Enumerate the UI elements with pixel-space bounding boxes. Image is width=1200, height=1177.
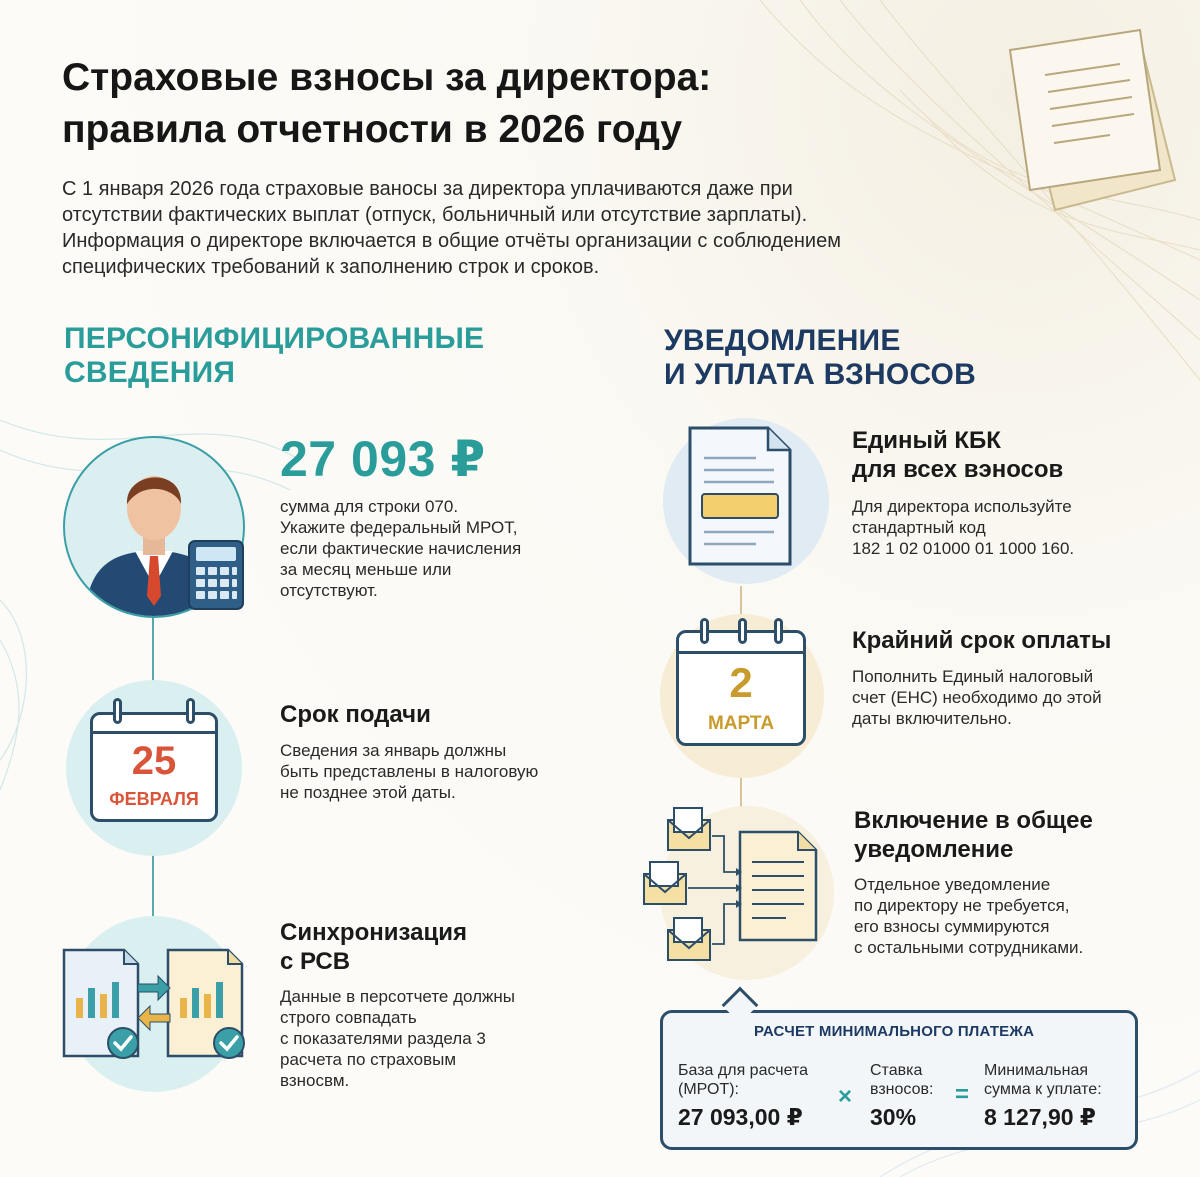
title-line-1: Страховые взносы за директора: — [62, 56, 712, 99]
calc-heading: РАСЧЕТ МИНИМАЛЬНОГО ПЛАТЕЖА — [754, 1023, 1035, 1040]
calc-rate-label — [870, 1061, 933, 1099]
calculator-icon — [188, 540, 244, 610]
kbk-desc-line: Для директора используйте — [852, 497, 1072, 516]
calendar-icon — [676, 630, 806, 746]
section-title-notice-payment — [664, 324, 1084, 392]
sync-title — [280, 918, 467, 976]
calc-base-label-line: (МРОТ): — [678, 1081, 739, 1098]
payment-day: 2 — [729, 659, 753, 706]
calc-rate-value: 30% — [870, 1104, 917, 1130]
equals-sign: = — [955, 1081, 970, 1108]
calc-result-label-line: Минимальная — [984, 1062, 1089, 1079]
kbk-desc-line: стандартный код — [852, 518, 986, 537]
calc-rate-label-line: взносов: — [870, 1081, 934, 1098]
kbk-title-line: для всех вэносов — [852, 456, 1064, 483]
document-icon — [686, 424, 796, 568]
payment-description — [852, 666, 1172, 729]
calendar-ring-icon — [113, 698, 122, 724]
kbk-title — [852, 426, 1063, 484]
calendar-ring-icon — [186, 698, 195, 724]
notice-desc-line: по директору не требуется, — [854, 896, 1070, 915]
notice-title — [854, 806, 1093, 864]
kbk-desc-line: 182 1 02 01000 01 1000 160. — [852, 539, 1075, 558]
intro-line-4: специфических требований к заполнению строк и сроков. — [62, 256, 600, 278]
calendar-header-bar — [93, 731, 215, 734]
check-icon — [106, 1026, 140, 1060]
calc-base-value: 27 093,00 ₽ — [678, 1104, 803, 1130]
payment-desc-line: Пополнить Единый налоговый — [852, 667, 1094, 686]
calendar-ring-icon — [738, 618, 747, 644]
notice-title-line: Включение в общее — [854, 807, 1093, 834]
section-right-line-2: И УПЛАТА ВЗНОСОВ — [664, 358, 976, 391]
amount-desc-line: отсутствуют. — [280, 581, 378, 600]
sync-desc-line: расчета по страховым — [280, 1050, 457, 1069]
calc-rate-label-line: Ставка — [870, 1062, 923, 1079]
amount-desc-line: сумма для строки 070. — [280, 497, 459, 516]
section-left-line-2: СВЕДЕНИЯ — [64, 356, 236, 389]
calc-base-label — [678, 1061, 808, 1099]
payment-title: Крайний срок оплаты — [852, 627, 1112, 654]
kbk-description — [852, 496, 1152, 559]
payment-desc-line: счет (ЕНС) необходимо до этой — [852, 688, 1102, 707]
multiply-sign: × — [838, 1083, 853, 1110]
calendar-icon — [90, 712, 218, 822]
kbk-title-line: Единый КБК — [852, 427, 1001, 454]
notice-desc-line: с остальными сотрудниками. — [854, 938, 1084, 957]
deadline-desc-line: Сведения за январь должны — [280, 741, 507, 760]
deadline-month: ФЕВРАЛЯ — [109, 789, 199, 809]
sync-title-line: Синхронизация — [280, 919, 467, 946]
amount-desc-line: за месяц меньше или — [280, 560, 452, 579]
payment-desc-line: даты включительно. — [852, 709, 1012, 728]
left-connector-1 — [152, 606, 154, 688]
section-title-personified — [64, 322, 534, 390]
notice-desc-line: его взносы суммируются — [854, 917, 1050, 936]
deadline-day: 25 — [131, 739, 177, 783]
amount-description — [280, 496, 580, 601]
calc-result-label-line: сумма к уплате: — [984, 1081, 1102, 1098]
mrot-amount: 27 093 ₽ — [280, 431, 486, 487]
section-right-line-1: УВЕДОМЛЕНИЕ — [664, 324, 901, 357]
title-line-2: правила отчетности в 2026 году — [62, 108, 683, 151]
check-icon — [212, 1026, 246, 1060]
envelope-icon — [636, 800, 836, 970]
sync-desc-line: взносвм. — [280, 1071, 350, 1090]
deadline-desc-line: не позднее этой даты. — [280, 783, 456, 802]
sync-title-line: с РСВ — [280, 948, 351, 975]
sync-desc-line: с показателями раздела 3 — [280, 1029, 486, 1048]
notice-title-line: уведомление — [854, 836, 1014, 863]
intro-line-1: С 1 января 2026 года страховые ваносы за директора уплачиваются даже при — [62, 178, 793, 200]
payment-month: МАРТА — [707, 713, 775, 734]
calendar-ring-icon — [700, 618, 709, 644]
deadline-desc-line: быть представлены в налоговую — [280, 762, 539, 781]
calendar-ring-icon — [774, 618, 783, 644]
section-left-line-1: ПЕРСОНИФИЦИРОВАННЫЕ — [64, 322, 485, 355]
deadline-description — [280, 740, 600, 803]
calendar-header-bar — [679, 651, 803, 654]
calc-base-label-line: База для расчета — [678, 1062, 809, 1079]
deadline-title: Срок подачи — [280, 701, 431, 728]
amount-desc-line: Укажите федеральный МРОТ, — [280, 518, 518, 537]
sync-description — [280, 986, 580, 1091]
calc-result-value: 8 127,90 ₽ — [984, 1104, 1096, 1130]
calc-result-label — [984, 1061, 1102, 1099]
page-title — [62, 52, 922, 156]
amount-desc-line: если фактические начисления — [280, 539, 522, 558]
notice-description — [854, 874, 1174, 958]
intro-paragraph — [62, 176, 1022, 280]
sync-desc-line: Данные в персотчете должны — [280, 987, 515, 1006]
intro-line-2: отсутствии фактических выплат (отпуск, больничный или отсутствие зарплаты). — [62, 204, 808, 226]
intro-line-3: Информация о директоре включается в общие отчёты организации с соблюдением — [62, 230, 841, 252]
sync-desc-line: строго совпадать — [280, 1008, 417, 1027]
notice-desc-line: Отдельное уведомление — [854, 875, 1051, 894]
